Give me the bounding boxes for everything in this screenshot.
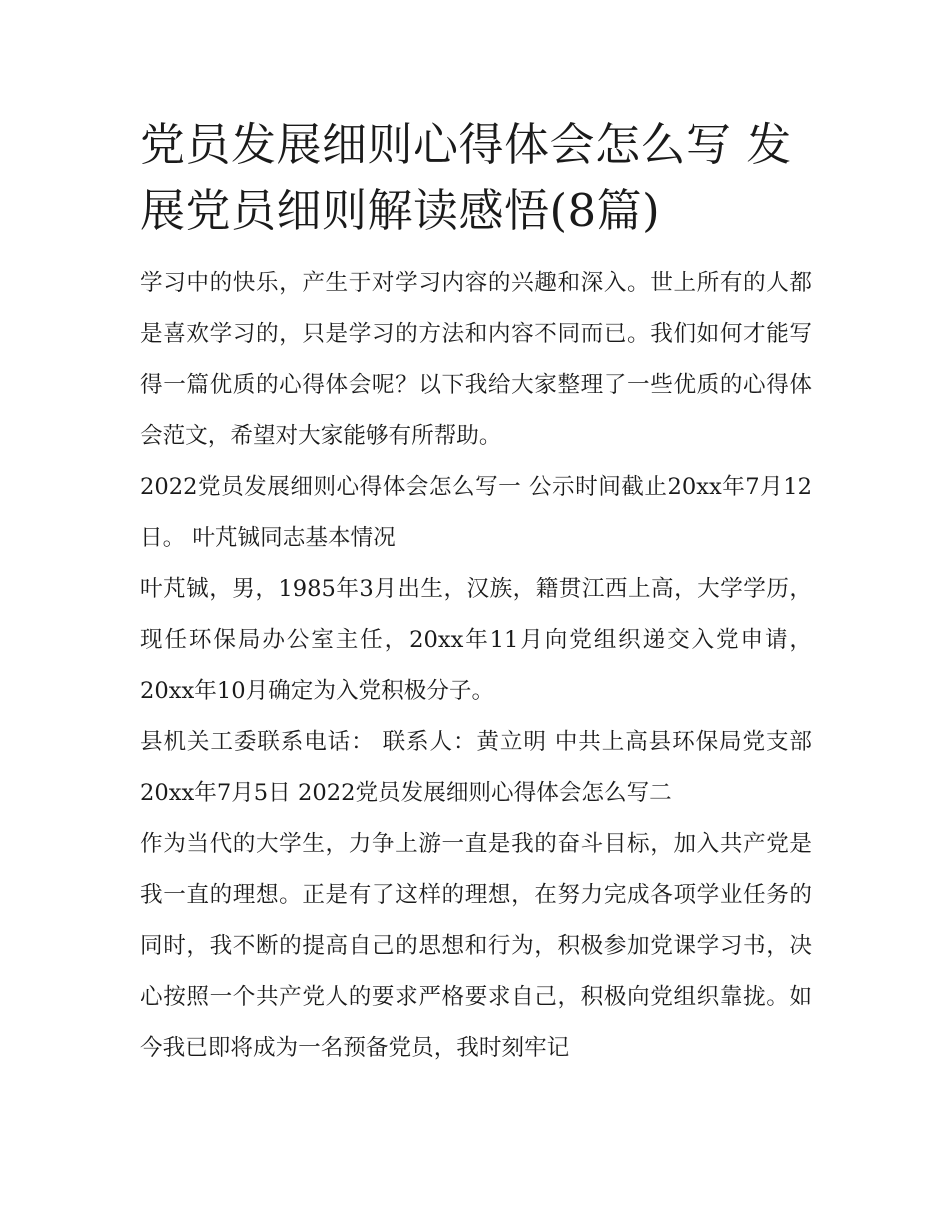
paragraph-section-one: 2022党员发展细则心得体会怎么写一 公示时间截止20xx年7月12日。 叶芃铖同志基本情况 — [140, 474, 812, 551]
paragraph-intro: 学习中的快乐，产生于对学习内容的兴趣和深入。世上所有的人都是喜欢学习的，只是学习的方法和内容不同而已。我们如何才能写得一篇优质的心得体会呢？以下我给大家整理了一些优质的心得体会范文，希望对大家能够有所帮助。 — [140, 270, 812, 449]
document-title: 党员发展细则心得体会怎么写 发展党员细则解读感悟(8篇) — [140, 118, 792, 237]
paragraph-member-info: 叶芃铖，男，1985年3月出生，汉族，籍贯江西上高，大学学历，现任环保局办公室主任，20xx年11月向党组织递交入党申请，20xx年10月确定为入党积极分子。 — [140, 576, 812, 704]
paragraph-contact: 县机关工委联系电话： 联系人：黄立明 中共上高县环保局党支部 20xx年7月5日 2022党员发展细则心得体会怎么写二 — [140, 729, 812, 806]
paragraph-section-two: 作为当代的大学生，力争上游一直是我的奋斗目标，加入共产党是我一直的理想。正是有了这样的理想，在努力完成各项学业任务的同时，我不断的提高自己的思想和行为，积极参加党课学习书，决心按照一个共产党人的要求严格要求自己，积极向党组织靠拢。如今我已即将成为一名预备党员，我时刻牢记 — [140, 831, 812, 1061]
document-page — [140, 112, 812, 1074]
